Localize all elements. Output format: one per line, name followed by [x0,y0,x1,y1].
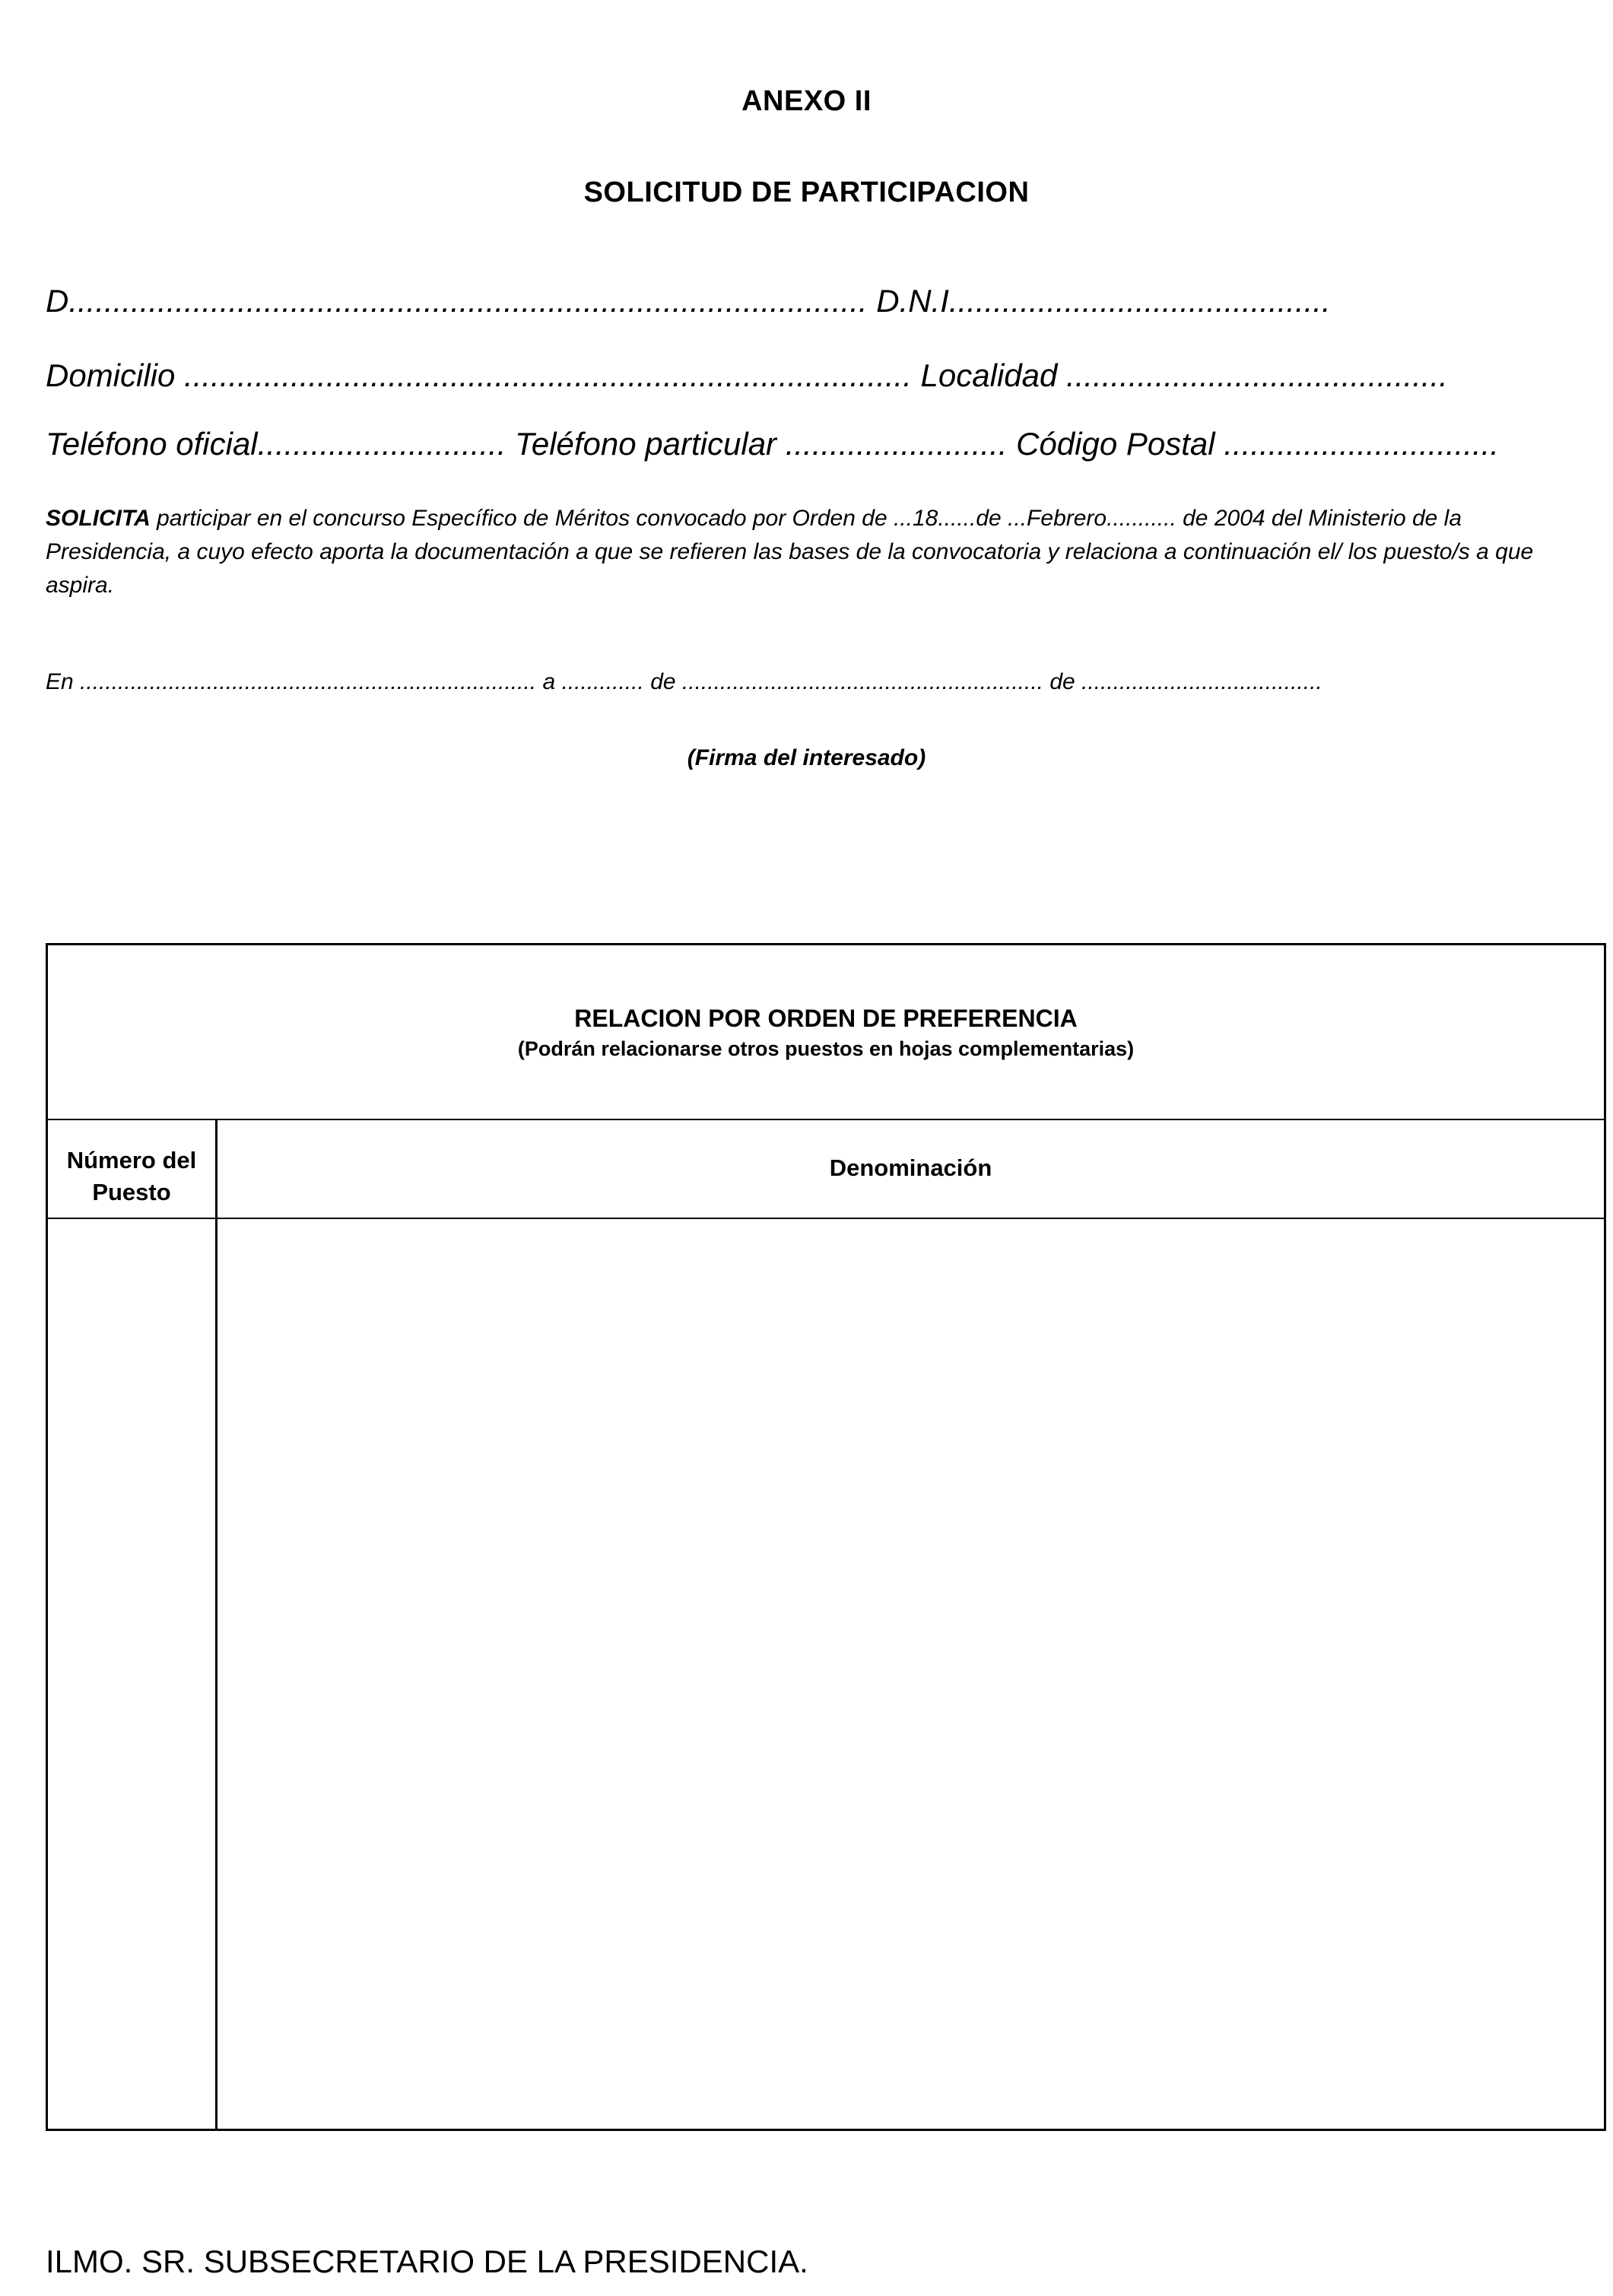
annex-heading: ANEXO II [741,85,872,117]
column-header-number-line2: Puesto [92,1179,171,1205]
form-title: SOLICITUD DE PARTICIPACION [583,176,1030,208]
request-text: participar en el concurso Específico de Méritos convocado por Orden de ...18......de ...Febrero........... de 2004 del Ministerio de la Presidencia, a cuyo efecto aporta la documentación a que se refieren las bases de la convocatoria y relaciona a continuación el/ los puesto/s a que aspira. [46,506,1534,598]
phone-postal-line[interactable]: Teléfono oficial............................ Teléfono particular ......................... Código Postal ............................... [46,426,1499,462]
denomination-entry-area[interactable] [218,1219,1604,2129]
column-header-denomination: Denominación [829,1154,992,1181]
addressee: ILMO. SR. SUBSECRETARIO DE LA PRESIDENCIA. [46,2244,808,2279]
request-keyword: SOLICITA [46,506,151,531]
name-dni-line[interactable]: D.......................................................................................... D.N.I........................................... [46,283,1331,319]
preferences-table [46,943,1606,2131]
signature-caption: (Firma del interesado) [687,745,926,770]
request-paragraph [46,502,1567,602]
table-divider-header [48,1119,1604,1120]
table-subtitle: (Podrán relacionarse otros puestos en hojas complementarias) [517,1037,1135,1060]
column-header-number-line1: Número del [66,1147,197,1173]
table-title-block [48,1005,1604,1061]
number-entry-area[interactable] [48,1219,215,2129]
address-locality-line[interactable]: Domicilio .................................................................................. Localidad ........................................... [46,357,1448,393]
place-date-line[interactable]: En ........................................................................ a ............. de ......................................................... de ...................................... [46,669,1322,694]
column-header-number [48,1145,215,1208]
table-title: RELACION POR ORDEN DE PREFERENCIA [574,1005,1078,1032]
